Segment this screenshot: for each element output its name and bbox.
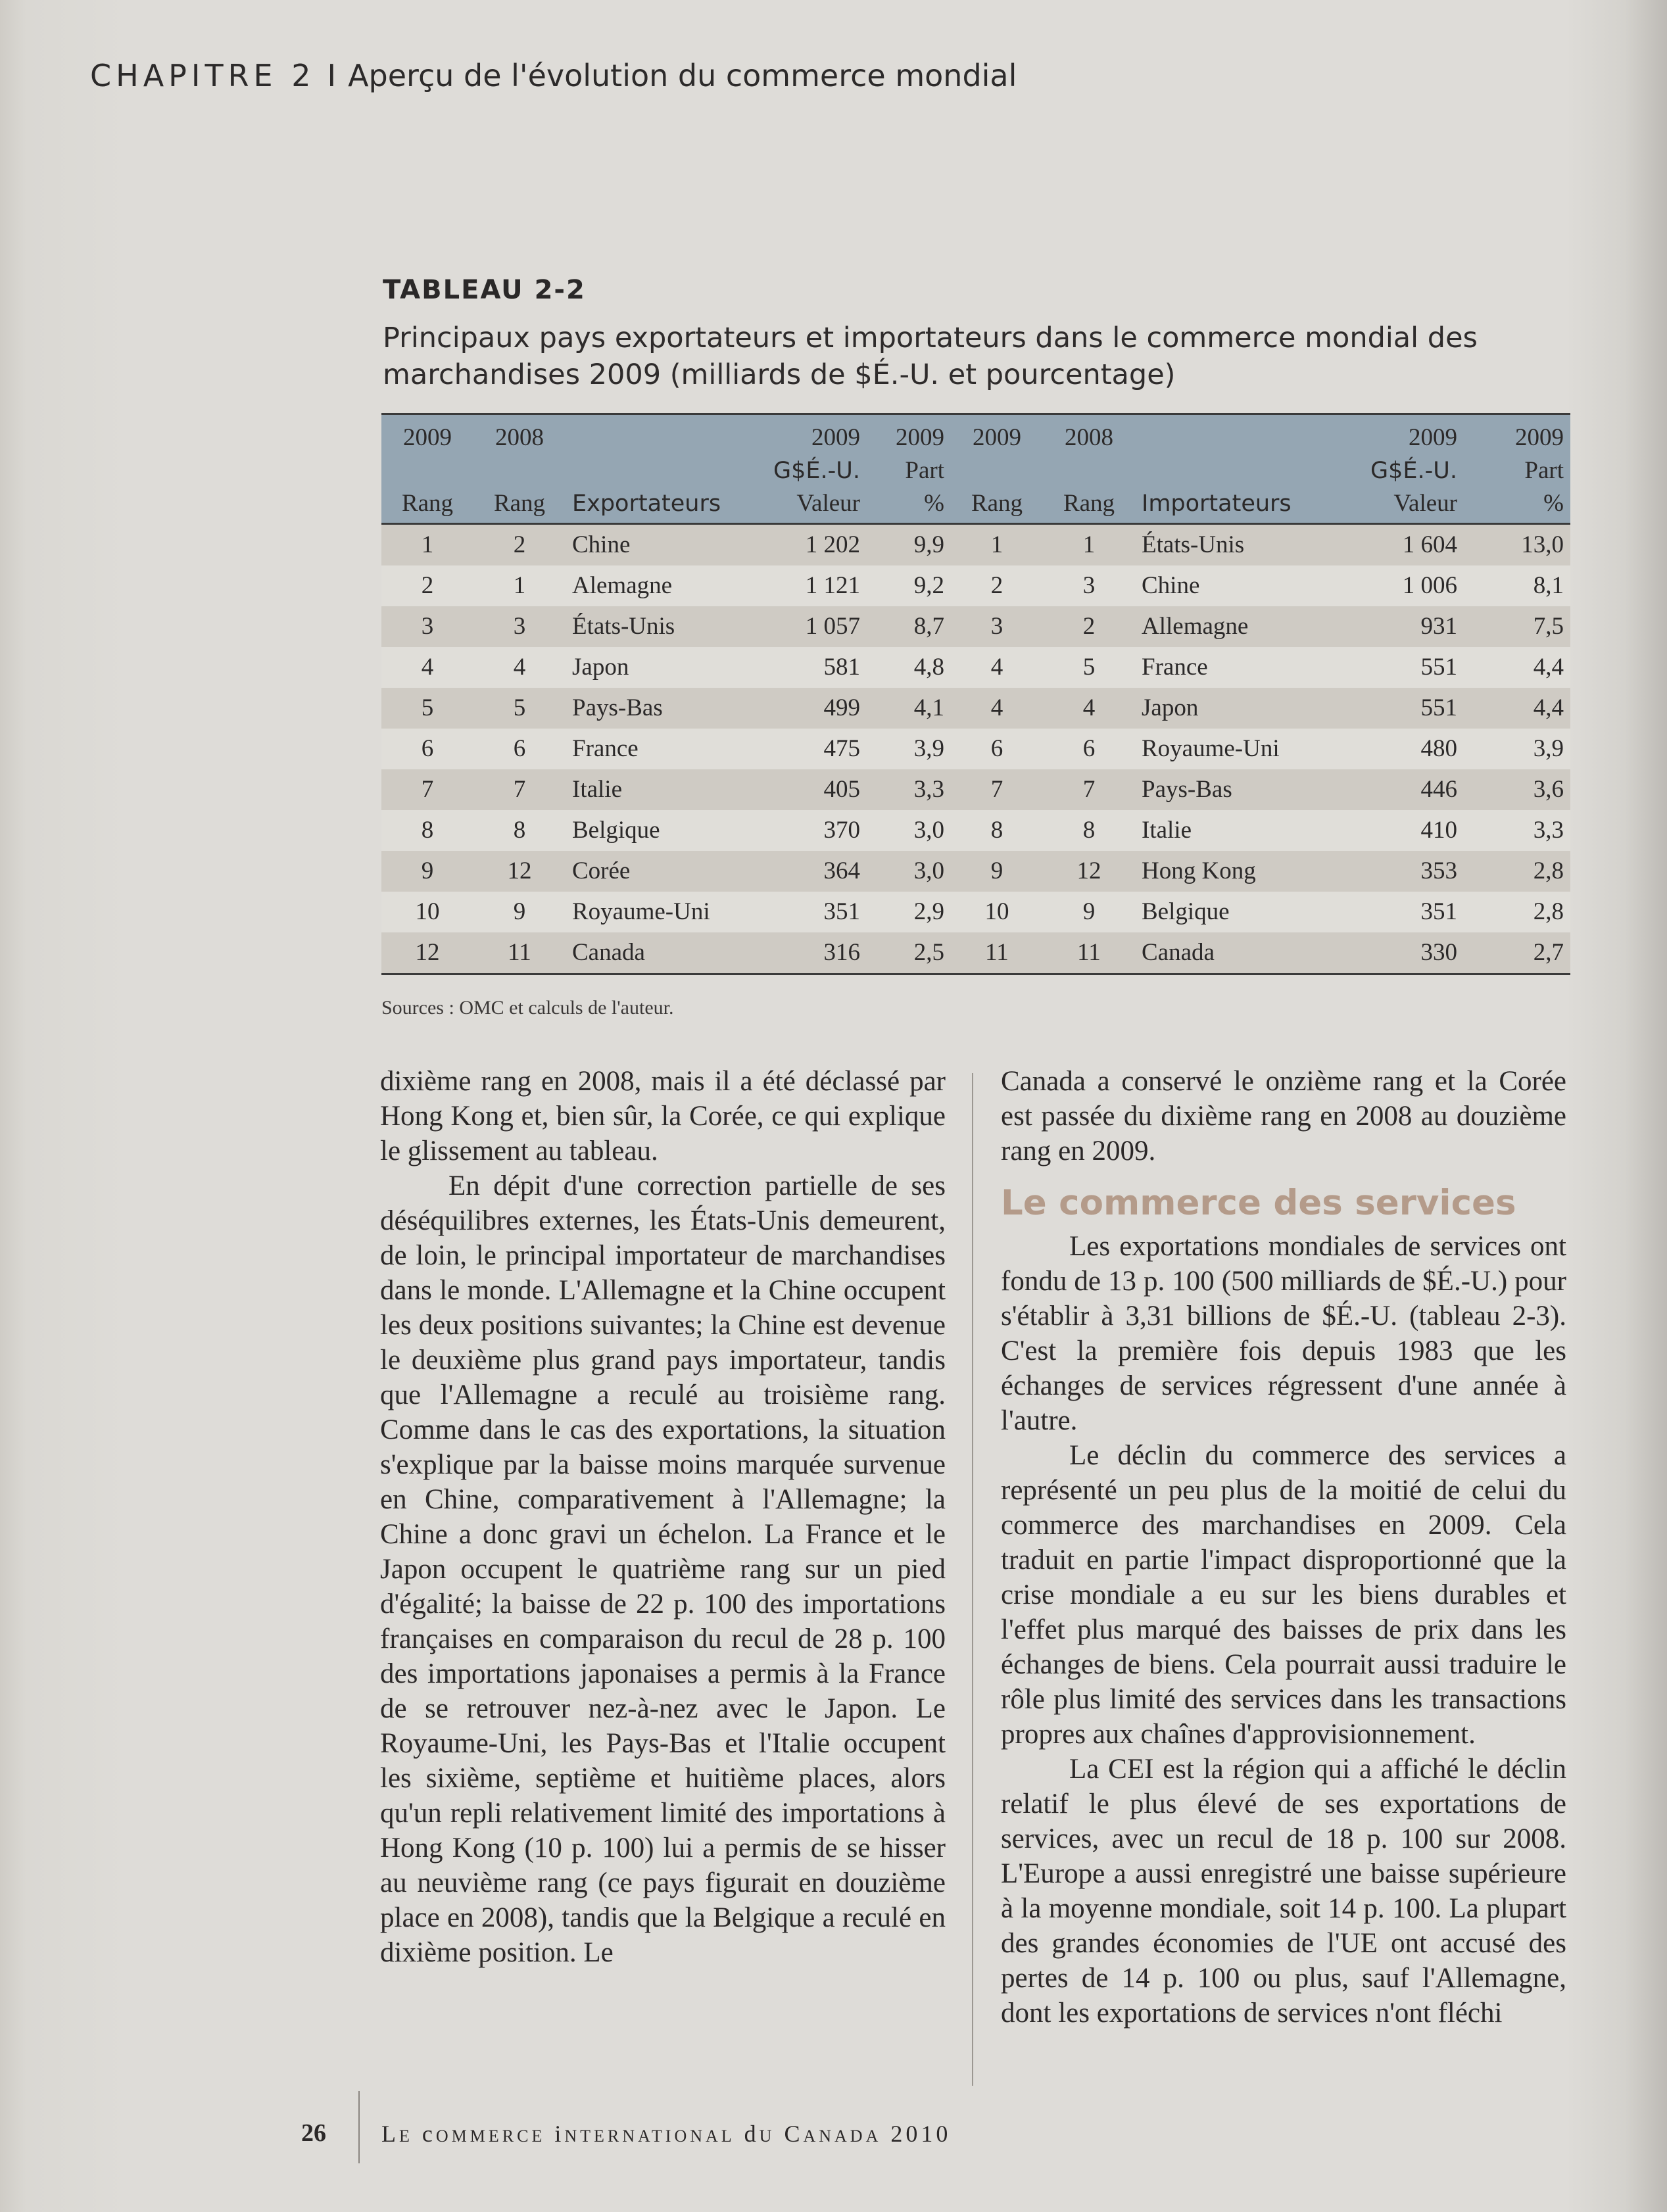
table-cell: 2,8 (1464, 892, 1570, 932)
table-header-cell (1135, 454, 1332, 487)
table-row (381, 932, 1570, 974)
table-cell: 2 (473, 524, 566, 566)
body-paragraph: Les exportations mondiales de services ont fondu de 13 p. 100 (500 milliards de $É.-U.) pour s'établir à 3,31 billions de $É.-U. (tableau 2-3). C'est la première fois depuis 1983 que les échanges de services régressent d'une année à l'autre. (1001, 1231, 1566, 1436)
table-cell: Alemagne (566, 565, 756, 606)
table-cell: 4 (381, 647, 473, 688)
table-header-cell: 2008 (473, 414, 566, 455)
table-header-cell (1135, 414, 1332, 455)
table-cell: Corée (566, 851, 756, 892)
body-paragraph: En dépit d'une correction partielle de ses déséquilibres externes, les États-Unis demeurent, de loin, le principal importateur de marchandises dans le monde. L'Allemagne et la Chine occupent les deux positions suivantes; la Chine est devenue le deuxième plus grand pays importateur, tandis que l'Allemagne a reculé au troisième rang. Comme dans le cas des exportations, la situation s'explique par la baisse moins marquée survenue en Chine, comparativement à l'Allemagne; la Chine a donc gravi un échelon. La France et le Japon occupent le quatrième rang sur un pied d'égalité; la baisse de 22 p. 100 des importations françaises en comparaison du recul de 28 p. 100 des importations japonaises a permis à la France de se retrouver nez-à-nez avec le Japon. Le Royaume-Uni, les Pays-Bas et l'Italie occupent les sixième, septième et huitième places, alors qu'un repli relativement limité des importations à Hong Kong (10 p. 100) lui a permis de se hisser au neuvième rang (ce pays figurait en douzième place en 2008), tandis que la Belgique a reculé en dixième position. Le (380, 1170, 946, 1968)
table-header-cell: 2009 (381, 414, 473, 455)
table-cell: 3,0 (867, 810, 951, 851)
right-first-paragraph: Canada a conservé le onzième rang et la Corée est passée du dixième rang en 2008 au douzième rang en 2009. (1001, 1066, 1566, 1166)
table-header-cell: 2009 (756, 414, 867, 455)
table-header-cell (566, 414, 756, 455)
chapter-label: CHAPITRE 2 (90, 58, 316, 93)
table-cell: 10 (951, 892, 1043, 932)
table-header-cell: Valeur (1332, 487, 1464, 524)
table-cell: 2 (951, 565, 1043, 606)
table-header-cell: Valeur (756, 487, 867, 524)
table-cell: 475 (756, 729, 867, 769)
table-header-cell (951, 454, 1043, 487)
table-header-row-labels (381, 487, 1570, 524)
table-cell: 9 (381, 851, 473, 892)
table-cell: Royaume-Uni (566, 892, 756, 932)
table-cell: 9 (951, 851, 1043, 892)
table-cell: 7 (1043, 769, 1135, 810)
table-cell: 446 (1332, 769, 1464, 810)
table-cell: 12 (1043, 851, 1135, 892)
table-cell: 364 (756, 851, 867, 892)
table-cell: 11 (951, 932, 1043, 974)
table-cell: Pays-Bas (566, 688, 756, 729)
table-cell: 1 604 (1332, 524, 1464, 566)
table-cell: 7,5 (1464, 606, 1570, 647)
table-cell: Hong Kong (1135, 851, 1332, 892)
table-header-cell: Rang (1043, 487, 1135, 524)
table-cell: 12 (381, 932, 473, 974)
trade-table (381, 413, 1570, 975)
table-header-row-years (381, 414, 1570, 455)
table-cell: 2 (381, 565, 473, 606)
table-cell: 11 (1043, 932, 1135, 974)
table-row (381, 524, 1570, 566)
table-header-cell (473, 454, 566, 487)
table-header-cell: Exportateurs (566, 487, 756, 524)
table-cell: 8 (473, 810, 566, 851)
table-cell: 3,9 (867, 729, 951, 769)
table-cell: 4 (1043, 688, 1135, 729)
table-cell: 9 (1043, 892, 1135, 932)
table-header-cell (566, 454, 756, 487)
table-header-cell: 2009 (1464, 414, 1570, 455)
table-row (381, 769, 1570, 810)
table-cell: 4,1 (867, 688, 951, 729)
table-cell: 7 (381, 769, 473, 810)
table-cell: 330 (1332, 932, 1464, 974)
table-header-cell: Importateurs (1135, 487, 1332, 524)
table-row (381, 606, 1570, 647)
body-paragraph: La CEI est la région qui a affiché le déclin relatif le plus élevé de ses exportations de services, avec un recul de 18 p. 100 sur 2008. L'Europe a aussi enregistré une baisse supérieure à la moyenne mondiale, soit 14 p. 100. La plupart des grandes économies de l'UE ont accusé des pertes de 14 p. 100 ou plus, sauf l'Allemagne, dont les exportations de services n'ont fléchi (1001, 1754, 1566, 2029)
section-heading: Le commerce des services (1001, 1183, 1516, 1223)
table-header-cell: 2009 (867, 414, 951, 455)
table-cell: 8 (951, 810, 1043, 851)
table-cell: 3 (951, 606, 1043, 647)
table-header-cell: Part (1464, 454, 1570, 487)
table-cell: 581 (756, 647, 867, 688)
table-header-cell: Rang (951, 487, 1043, 524)
table-cell: 1 202 (756, 524, 867, 566)
table-cell: 7 (951, 769, 1043, 810)
table-cell: 2,8 (1464, 851, 1570, 892)
body-paragraph: Le déclin du commerce des services a représenté un peu plus de la moitié de celui du commerce des marchandises en 2009. Cela traduit en partie l'impact disproportionné que la crise mondiale a eu sur les biens durables et l'effet plus marqué des baisses de prix dans les échanges de biens. Cela pourrait aussi traduire le rôle plus limité des services dans les transactions propres aux chaînes d'approvisionnement. (1001, 1440, 1566, 1750)
table-header-cell (381, 454, 473, 487)
table-cell: Canada (1135, 932, 1332, 974)
table-header-cell: 2008 (1043, 414, 1135, 455)
chapter-title: Aperçu de l'évolution du commerce mondial (348, 58, 1017, 93)
table-cell: 1 (473, 565, 566, 606)
table-cell: Pays-Bas (1135, 769, 1332, 810)
table-cell: Belgique (566, 810, 756, 851)
table-cell: 11 (473, 932, 566, 974)
table-cell: 4 (951, 647, 1043, 688)
table-sources: Sources : OMC et calculs de l'auteur. (381, 997, 674, 1019)
right-column (1001, 1064, 1566, 2031)
table-title: Principaux pays exportateurs et importateurs dans le commerce mondial des marchandises 2009 (milliards de $É.-U. et pourcentage) (383, 322, 1478, 391)
column-divider (972, 1073, 973, 2086)
table-cell: 551 (1332, 647, 1464, 688)
table-cell: 6 (381, 729, 473, 769)
table-cell: 5 (381, 688, 473, 729)
table-cell: 2 (1043, 606, 1135, 647)
table-cell: 4 (951, 688, 1043, 729)
table-cell: 2,5 (867, 932, 951, 974)
table-cell: 3 (381, 606, 473, 647)
body-paragraph: dixième rang en 2008, mais il a été déclassé par Hong Kong et, bien sûr, la Corée, ce qui explique le glissement au tableau. (380, 1066, 946, 1166)
table-cell: 8 (1043, 810, 1135, 851)
table-header-cell: Rang (381, 487, 473, 524)
table-row (381, 892, 1570, 932)
table-cell: 4,8 (867, 647, 951, 688)
table-cell: 1 057 (756, 606, 867, 647)
table-cell: 316 (756, 932, 867, 974)
table-header-cell: % (867, 487, 951, 524)
table-cell: 5 (1043, 647, 1135, 688)
table-cell: 1 (951, 524, 1043, 566)
table-cell: 12 (473, 851, 566, 892)
table-cell: 410 (1332, 810, 1464, 851)
table-cell: 3,3 (867, 769, 951, 810)
table-row (381, 565, 1570, 606)
table-cell: 4,4 (1464, 647, 1570, 688)
table-cell: 351 (756, 892, 867, 932)
table-cell: Japon (1135, 688, 1332, 729)
table-cell: 4,4 (1464, 688, 1570, 729)
table-cell: France (566, 729, 756, 769)
table-cell: 480 (1332, 729, 1464, 769)
table-cell: États-Unis (1135, 524, 1332, 566)
table-header-cell: G$É.-U. (1332, 454, 1464, 487)
table-row (381, 810, 1570, 851)
table-cell: Italie (1135, 810, 1332, 851)
table-cell: 2,9 (867, 892, 951, 932)
table-header-cell: 2009 (951, 414, 1043, 455)
table-cell: France (1135, 647, 1332, 688)
table-cell: 1 006 (1332, 565, 1464, 606)
table-cell: 3 (473, 606, 566, 647)
table-cell: Chine (566, 524, 756, 566)
table-cell: 3 (1043, 565, 1135, 606)
right-paragraphs (1001, 1229, 1566, 2031)
table-cell: 13,0 (1464, 524, 1570, 566)
table-cell: Chine (1135, 565, 1332, 606)
table-cell: 931 (1332, 606, 1464, 647)
table-row (381, 729, 1570, 769)
table-cell: 9,2 (867, 565, 951, 606)
table-cell: 8,1 (1464, 565, 1570, 606)
table-cell: 9,9 (867, 524, 951, 566)
page-number: 26 (301, 2119, 326, 2147)
table-label: TABLEAU 2-2 (383, 275, 586, 305)
table-header-cell: G$É.-U. (756, 454, 867, 487)
table-cell: 9 (473, 892, 566, 932)
table-header-cell: Part (867, 454, 951, 487)
table-body (381, 524, 1570, 974)
table-cell: 3,3 (1464, 810, 1570, 851)
table-cell: 3,9 (1464, 729, 1570, 769)
book-title: LE cOMMERCE iNTERNATIONAL dU CANADA 2010 (381, 2121, 952, 2147)
table-cell: 5 (473, 688, 566, 729)
footer-divider (358, 2091, 360, 2163)
table-cell: 1 121 (756, 565, 867, 606)
table-header-cell (1043, 454, 1135, 487)
table-cell: 1 (381, 524, 473, 566)
table-cell: Belgique (1135, 892, 1332, 932)
table-cell: 10 (381, 892, 473, 932)
table-cell: Japon (566, 647, 756, 688)
table-cell: 4 (473, 647, 566, 688)
table-cell: 6 (473, 729, 566, 769)
table-cell: 499 (756, 688, 867, 729)
table-row (381, 647, 1570, 688)
table-cell: 3,0 (867, 851, 951, 892)
table-cell: Italie (566, 769, 756, 810)
table-cell: 8 (381, 810, 473, 851)
table-cell: 8,7 (867, 606, 951, 647)
table-header-cell: % (1464, 487, 1570, 524)
table-row (381, 688, 1570, 729)
table-cell: 370 (756, 810, 867, 851)
table-cell: Royaume-Uni (1135, 729, 1332, 769)
table-row (381, 851, 1570, 892)
table-cell: 551 (1332, 688, 1464, 729)
table-cell: 7 (473, 769, 566, 810)
table-header-row-units (381, 454, 1570, 487)
table-cell: 1 (1043, 524, 1135, 566)
table-cell: 6 (1043, 729, 1135, 769)
table-header-cell: 2009 (1332, 414, 1464, 455)
table-cell: 3,6 (1464, 769, 1570, 810)
table-cell: 353 (1332, 851, 1464, 892)
running-head (90, 58, 1017, 93)
table-cell: 6 (951, 729, 1043, 769)
table-cell: Canada (566, 932, 756, 974)
table-cell: 2,7 (1464, 932, 1570, 974)
table-header-cell: Rang (473, 487, 566, 524)
table-cell: 405 (756, 769, 867, 810)
table-cell: États-Unis (566, 606, 756, 647)
running-head-separator: I (327, 58, 337, 93)
left-column (380, 1064, 946, 1970)
table-cell: Allemagne (1135, 606, 1332, 647)
table-cell: 351 (1332, 892, 1464, 932)
